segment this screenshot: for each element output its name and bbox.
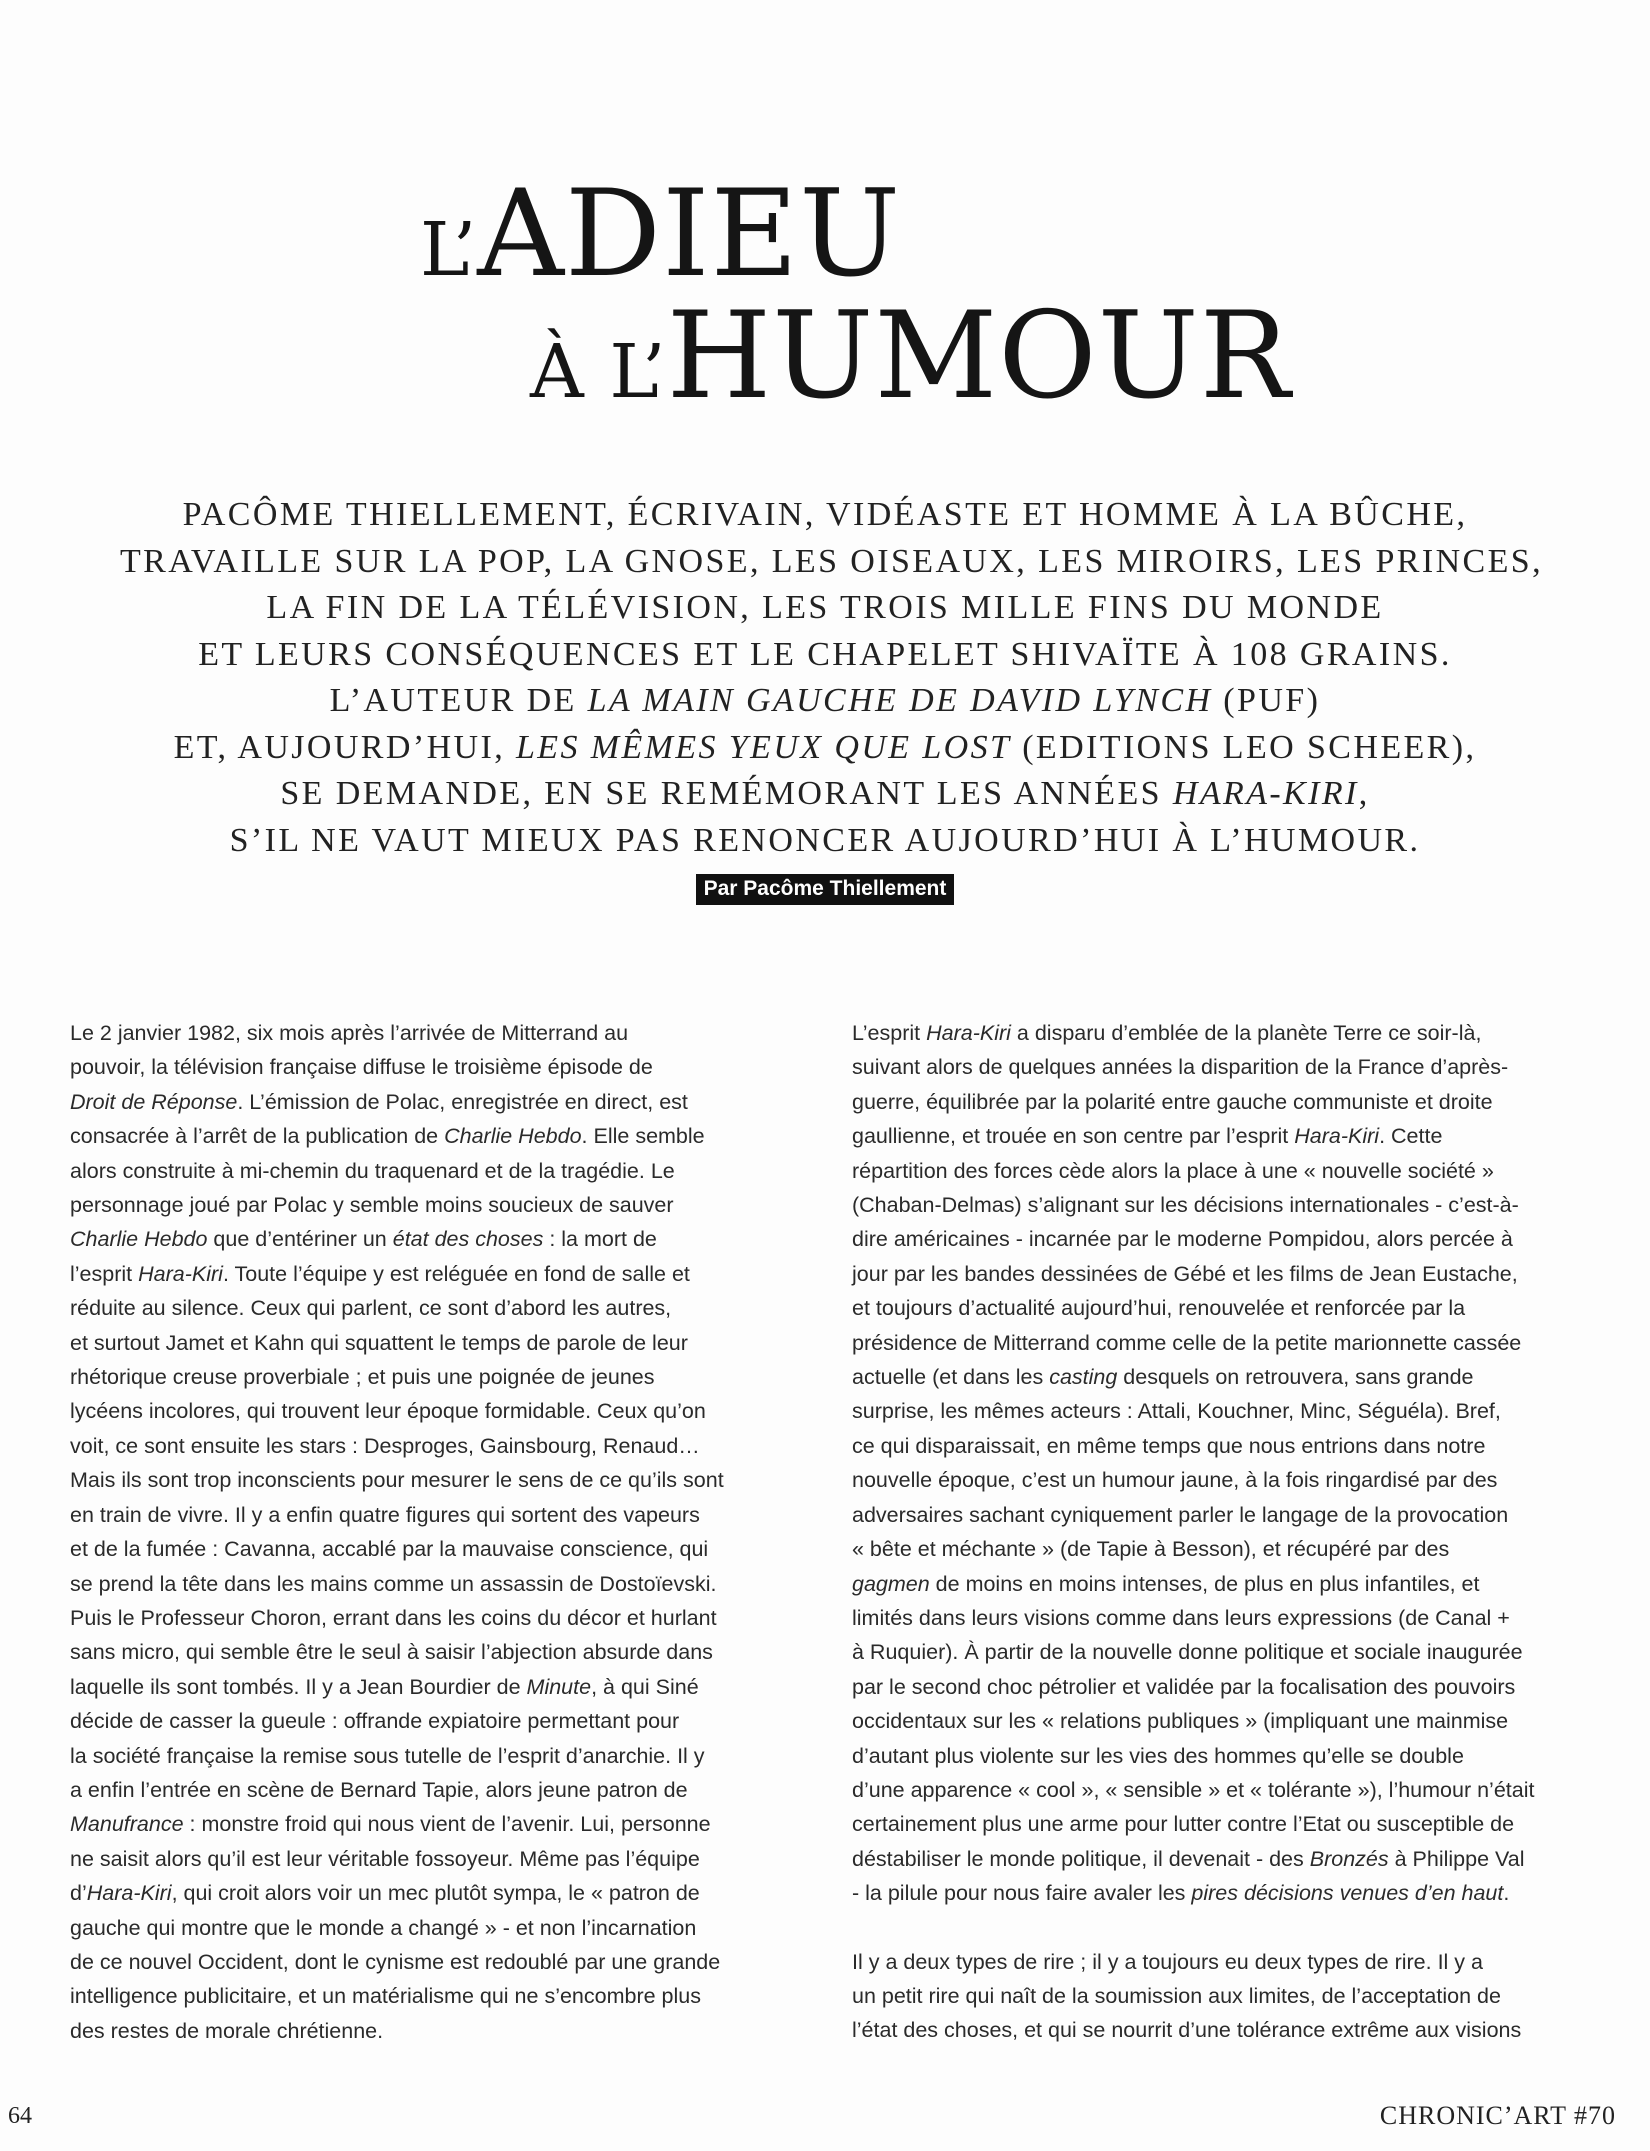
text-line bbox=[70, 1842, 805, 1876]
text-line bbox=[70, 1876, 805, 1910]
text-run: « bête et méchante » (de Tapie à Besson), et récupéré par des bbox=[852, 1537, 1450, 1562]
byline: Par Pacôme Thiellement bbox=[696, 874, 955, 905]
text-line bbox=[70, 1739, 805, 1773]
text-line bbox=[852, 2013, 1587, 2047]
text-run: a disparu d’emblée de la planète Terre ce soir-là, bbox=[1010, 1021, 1482, 1045]
text-line bbox=[852, 1704, 1587, 1738]
italic-text: gagmen bbox=[852, 1571, 930, 1596]
text-line bbox=[852, 1326, 1587, 1360]
standfirst-line bbox=[120, 492, 1530, 539]
italic-text: LA MAIN GAUCHE DE DAVID LYNCH bbox=[587, 682, 1213, 719]
text-line bbox=[70, 1429, 805, 1463]
text-run: LA FIN DE LA TÉLÉVISION, LES TROIS MILLE FINS DU MONDE bbox=[266, 589, 1384, 626]
text-run: (PUF) bbox=[1212, 682, 1321, 719]
text-run: intelligence publicitaire, et un matérialisme qui ne s’encombre plus bbox=[70, 1984, 701, 2009]
text-run: de moins en moins intenses, de plus en plus infantiles, et bbox=[929, 1571, 1480, 1596]
text-run: présidence de Mitterrand comme celle de la petite marionnette cassée bbox=[852, 1330, 1522, 1355]
text-run: pouvoir, la télévision française diffuse le troisième épisode de bbox=[70, 1055, 653, 1080]
standfirst bbox=[120, 492, 1544, 864]
text-line bbox=[70, 1635, 805, 1669]
text-line bbox=[852, 1016, 1587, 1050]
text-run: . L’émission de Polac, enregistrée en direct, est bbox=[237, 1089, 688, 1114]
text-run: adversaires sachant cyniquement parler le langage de la provocation bbox=[852, 1502, 1509, 1527]
text-run: ET LEURS CONSÉQUENCES ET LE CHAPELET SHIVAÏTE À 108 GRAINS. bbox=[198, 635, 1452, 673]
text-run: : la mort de bbox=[543, 1227, 657, 1252]
standfirst-line bbox=[120, 771, 1530, 818]
text-run: , qui croit alors voir un mec plutôt sympa, le « patron de bbox=[171, 1881, 700, 1906]
text-line bbox=[852, 1739, 1587, 1773]
text-run: Le 2 janvier 1982, six mois après l’arrivée de Mitterrand au bbox=[70, 1021, 629, 1045]
text-line bbox=[70, 1463, 805, 1497]
text-line bbox=[852, 1979, 1587, 2013]
text-line bbox=[852, 1429, 1587, 1463]
text-run: Puis le Professeur Choron, errant dans les coins du décor et hurlant bbox=[70, 1605, 717, 1630]
italic-text: état des choses bbox=[392, 1227, 544, 1252]
text-line bbox=[852, 1360, 1587, 1394]
text-run: . bbox=[1503, 1881, 1510, 1906]
text-line bbox=[852, 1222, 1587, 1256]
standfirst-line bbox=[120, 678, 1530, 725]
text-run: en train de vivre. Il y a enfin quatre figures qui sortent des vapeurs bbox=[70, 1502, 700, 1527]
text-run: Mais ils sont trop inconscients pour mesurer le sens de ce qu’ils sont bbox=[70, 1468, 724, 1493]
text-run: PACÔME THIELLEMENT, ÉCRIVAIN, VIDÉASTE ET HOMME À LA BÛCHE, bbox=[182, 496, 1468, 533]
text-run: l’esprit bbox=[70, 1261, 139, 1286]
text-run: alors construite à mi-chemin du traquenard et de la tragédie. Le bbox=[70, 1158, 675, 1183]
title-line-1 bbox=[420, 165, 902, 304]
text-line bbox=[852, 1257, 1587, 1291]
italic-text: Hara-Kiri bbox=[926, 1021, 1011, 1045]
text-run: ce qui disparaissait, en même temps que nous entrions dans notre bbox=[852, 1433, 1486, 1458]
right-column bbox=[852, 1016, 1587, 2082]
text-run: personnage joué par Polac y semble moins soucieux de sauver bbox=[70, 1193, 674, 1218]
text-run: nouvelle époque, c’est un humour jaune, à la fois ringardisé par des bbox=[852, 1468, 1498, 1493]
italic-text: Hara-Kiri bbox=[138, 1261, 223, 1286]
text-line bbox=[70, 1807, 805, 1841]
text-line bbox=[852, 1394, 1587, 1428]
text-line bbox=[852, 1498, 1587, 1532]
text-run: consacrée à l’arrêt de la publication de bbox=[70, 1124, 445, 1149]
text-line bbox=[70, 1085, 805, 1119]
text-line bbox=[852, 1670, 1587, 1704]
standfirst-line bbox=[120, 818, 1530, 865]
paragraph bbox=[852, 1016, 1587, 1911]
text-run: - la pilule pour nous faire avaler les bbox=[852, 1881, 1192, 1906]
text-line bbox=[70, 1704, 805, 1738]
text-line bbox=[70, 1979, 805, 2013]
text-run: à Philippe Val bbox=[1388, 1846, 1525, 1871]
text-run: desquels on retrouvera, sans grande bbox=[1117, 1365, 1474, 1390]
text-run: occidentaux sur les « relations publiques » (impliquant une mainmise bbox=[852, 1709, 1509, 1734]
italic-text: LES MÊMES YEUX QUE LOST bbox=[516, 728, 1012, 766]
title-line-2-word: HUMOUR bbox=[666, 287, 1292, 426]
text-line bbox=[852, 1773, 1587, 1807]
paragraph bbox=[70, 1016, 805, 2048]
text-line bbox=[70, 1601, 805, 1635]
text-run: d’ bbox=[70, 1881, 87, 1906]
text-line bbox=[852, 1876, 1587, 1910]
text-line bbox=[852, 1532, 1587, 1566]
text-line bbox=[852, 1291, 1587, 1325]
text-line bbox=[70, 1154, 805, 1188]
italic-text: casting bbox=[1049, 1365, 1118, 1390]
italic-text: Droit de Réponse bbox=[70, 1089, 238, 1114]
text-line bbox=[70, 1567, 805, 1601]
text-run: guerre, équilibrée par la polarité entre gauche communiste et droite bbox=[852, 1089, 1493, 1114]
text-run: se prend la tête dans les mains comme un assassin de Dostoïevski. bbox=[70, 1571, 717, 1596]
text-line bbox=[70, 1532, 805, 1566]
text-line bbox=[70, 1050, 805, 1084]
text-run: des restes de morale chrétienne. bbox=[70, 2018, 384, 2043]
text-run: répartition des forces cède alors la place à une « nouvelle société » bbox=[852, 1158, 1494, 1183]
text-line bbox=[852, 1050, 1587, 1084]
title-line-1-prefix: L’ bbox=[420, 206, 478, 293]
text-line bbox=[70, 1773, 805, 1807]
text-run: sans micro, qui semble être le seul à saisir l’abjection absurde dans bbox=[70, 1640, 713, 1665]
text-line bbox=[70, 1911, 805, 1945]
text-run: réduite au silence. Ceux qui parlent, ce sont d’abord les autres, bbox=[70, 1296, 672, 1321]
text-run: et toujours d’actualité aujourd’hui, renouvelée et renforcée par la bbox=[852, 1296, 1466, 1321]
text-line bbox=[70, 1670, 805, 1704]
standfirst-line bbox=[120, 539, 1544, 586]
text-run: et de la fumée : Cavanna, accablé par la mauvaise conscience, qui bbox=[70, 1537, 709, 1562]
text-line bbox=[852, 1188, 1587, 1222]
text-run: voit, ce sont ensuite les stars : Desproges, Gainsbourg, Renaud… bbox=[70, 1433, 700, 1458]
text-run: décide de casser la gueule : offrande expiatoire permettant pour bbox=[70, 1709, 680, 1734]
left-column bbox=[70, 1016, 805, 2082]
text-run: , à qui Siné bbox=[591, 1674, 699, 1699]
italic-text: Charlie Hebdo bbox=[444, 1124, 582, 1149]
title-line-1-word: ADIEU bbox=[477, 165, 902, 304]
paragraph bbox=[852, 1945, 1587, 2048]
text-run: jour par les bandes dessinées de Gébé et les films de Jean Eustache, bbox=[852, 1261, 1518, 1286]
text-run: , bbox=[1358, 775, 1370, 812]
text-run: l’état des choses, et qui se nourrit d’une tolérance extrême aux visions bbox=[852, 2018, 1522, 2043]
text-run: que d’entériner un bbox=[207, 1227, 393, 1252]
italic-text: Manufrance bbox=[70, 1812, 184, 1837]
text-line bbox=[70, 1119, 805, 1153]
text-line bbox=[70, 1016, 805, 1050]
text-line bbox=[70, 1945, 805, 1979]
text-line bbox=[852, 1567, 1587, 1601]
standfirst-line bbox=[120, 725, 1530, 772]
text-line bbox=[70, 1498, 805, 1532]
standfirst-line bbox=[120, 585, 1530, 632]
text-line bbox=[70, 2014, 805, 2048]
text-run: surprise, les mêmes acteurs : Attali, Kouchner, Minc, Séguéla). Bref, bbox=[852, 1399, 1501, 1424]
magazine-issue: CHRONIC’ART #70 bbox=[1379, 2101, 1616, 2130]
text-run: ET, AUJOURD’HUI, bbox=[173, 728, 516, 766]
text-line bbox=[852, 1945, 1587, 1979]
text-run: un petit rire qui naît de la soumission aux limites, de l’acceptation de bbox=[852, 1983, 1501, 2008]
italic-text: pires décisions venues d’en haut bbox=[1191, 1881, 1504, 1906]
text-run: (EDITIONS LEO SCHEER), bbox=[1011, 728, 1477, 766]
italic-text: Bronzés bbox=[1309, 1846, 1389, 1871]
text-run: par le second choc pétrolier et validée par la focalisation des pouvoirs bbox=[852, 1674, 1516, 1699]
text-run: ne saisit alors qu’il est leur véritable fossoyeur. Même pas l’équipe bbox=[70, 1846, 700, 1871]
text-run: la société française la remise sous tutelle de l’esprit d’anarchie. Il y bbox=[70, 1743, 705, 1768]
text-line bbox=[852, 1807, 1587, 1841]
text-line bbox=[852, 1635, 1587, 1669]
italic-text: Charlie Hebdo bbox=[70, 1227, 208, 1252]
page-number: 64 bbox=[8, 2103, 32, 2129]
text-run: laquelle ils sont tombés. Il y a Jean Bourdier de bbox=[70, 1674, 527, 1699]
text-line bbox=[70, 1222, 805, 1256]
text-line bbox=[852, 1463, 1587, 1497]
text-line bbox=[852, 1842, 1587, 1876]
text-run: certainement plus une arme pour lutter contre l’Etat ou susceptible de bbox=[852, 1812, 1515, 1837]
text-line bbox=[70, 1326, 805, 1360]
text-run: . Toute l’équipe y est reléguée en fond de salle et bbox=[222, 1261, 690, 1286]
title-line-2-prefix: À L’ bbox=[530, 328, 667, 415]
text-run: et surtout Jamet et Kahn qui squattent le temps de parole de leur bbox=[70, 1330, 688, 1355]
text-run: déstabiliser le monde politique, il devenait - des bbox=[852, 1846, 1310, 1871]
text-line bbox=[70, 1360, 805, 1394]
text-run: gaullienne, et trouée en son centre par l’esprit bbox=[852, 1124, 1295, 1149]
text-run: (Chaban-Delmas) s’alignant sur les décisions internationales - c’est-à- bbox=[852, 1193, 1519, 1218]
text-run: rhétorique creuse proverbiale ; et puis une poignée de jeunes bbox=[70, 1365, 655, 1390]
text-run: suivant alors de quelques années la disparition de la France d’après- bbox=[852, 1055, 1509, 1080]
text-run: S’IL NE VAUT MIEUX PAS RENONCER AUJOURD’HUI À L’HUMOUR. bbox=[229, 821, 1421, 859]
text-run: L’esprit bbox=[852, 1021, 927, 1045]
text-line bbox=[852, 1601, 1587, 1635]
text-run: de ce nouvel Occident, dont le cynisme est redoublé par une grande bbox=[70, 1949, 721, 1974]
text-run: à Ruquier). À partir de la nouvelle donne politique et sociale inaugurée bbox=[852, 1640, 1523, 1665]
text-run: a enfin l’entrée en scène de Bernard Tapie, alors jeune patron de bbox=[70, 1777, 688, 1802]
text-run: gauche qui montre que le monde a changé » - et non l’incarnation bbox=[70, 1915, 697, 1940]
text-run: : monstre froid qui nous vient de l’avenir. Lui, personne bbox=[183, 1812, 711, 1837]
standfirst-line bbox=[120, 632, 1530, 679]
text-line bbox=[70, 1291, 805, 1325]
italic-text: HARA-KIRI bbox=[1172, 775, 1359, 812]
text-run: L’AUTEUR DE bbox=[329, 682, 588, 719]
text-line bbox=[70, 1394, 805, 1428]
text-line bbox=[852, 1085, 1587, 1119]
text-run: . Elle semble bbox=[581, 1124, 705, 1149]
text-run: . Cette bbox=[1379, 1124, 1443, 1149]
text-run: dire américaines - incarnée par le moderne Pompidou, alors percée à bbox=[852, 1227, 1513, 1252]
text-run: TRAVAILLE SUR LA POP, LA GNOSE, LES OISEAUX, LES MIROIRS, LES PRINCES, bbox=[120, 542, 1544, 580]
text-line bbox=[70, 1257, 805, 1291]
text-run: Il y a deux types de rire ; il y a toujours eu deux types de rire. Il y a bbox=[852, 1949, 1483, 1974]
italic-text: Hara-Kiri bbox=[1294, 1124, 1380, 1149]
text-run: actuelle (et dans les bbox=[852, 1365, 1050, 1390]
text-run: d’autant plus violente sur les vies des hommes qu’elle se double bbox=[852, 1743, 1464, 1768]
byline-container bbox=[0, 874, 1650, 905]
title-line-2 bbox=[530, 287, 1292, 426]
text-run: SE DEMANDE, EN SE REMÉMORANT LES ANNÉES bbox=[280, 775, 1173, 812]
italic-text: Hara-Kiri bbox=[86, 1881, 172, 1906]
text-line bbox=[852, 1119, 1587, 1153]
text-run: d’une apparence « cool », « sensible » et « tolérante »), l’humour n’était bbox=[852, 1777, 1535, 1802]
italic-text: Minute bbox=[526, 1674, 592, 1699]
text-run: lycéens incolores, qui trouvent leur époque formidable. Ceux qu’on bbox=[70, 1399, 706, 1424]
text-line bbox=[852, 1154, 1587, 1188]
text-run: limités dans leurs visions comme dans leurs expressions (de Canal + bbox=[852, 1605, 1510, 1630]
text-line bbox=[70, 1188, 805, 1222]
